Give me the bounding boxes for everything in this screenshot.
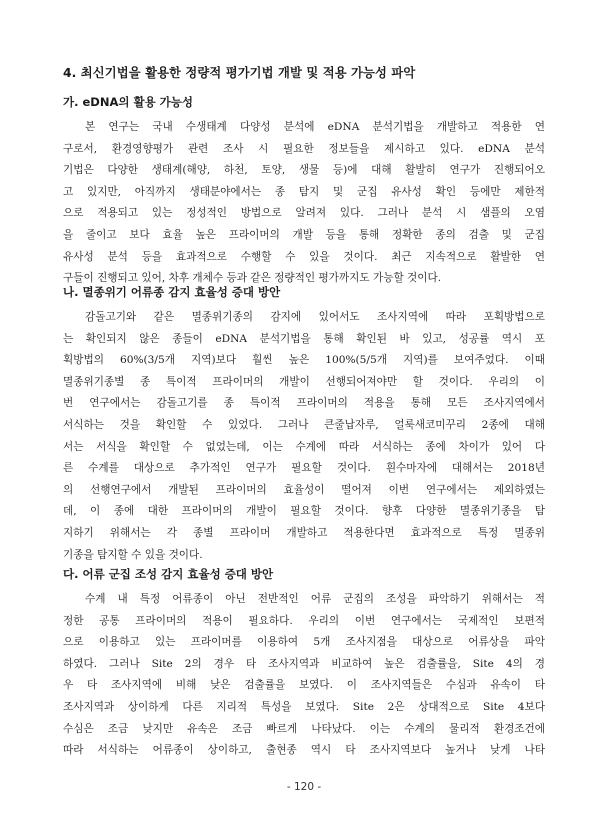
section-fish-community-detection (63, 566, 545, 762)
paragraph-line: 으로 적용되고 있는 정성적인 방법으로 알려져 있다. 그러나 분석 시 샘플의 오염 (63, 207, 545, 220)
paragraph-line: 수심은 조금 낮지만 유속은 조금 빠르게 나타났다. 이는 수계의 물리적 환경조건에 (63, 722, 545, 735)
main-heading: 4. 최신기법을 활용한 정량적 평가기법 개발 및 적용 가능성 파악 (63, 66, 416, 80)
page-number: - 120 - (286, 781, 322, 793)
paragraph-line: 을 줄이고 보다 효율 높은 프라이머의 개발 등을 통해 정확한 종의 검출 및 군집 (63, 228, 545, 241)
paragraph-line: 획방법의 60%(3/5개 지역)보다 훨씬 높은 100%(5/5개 지역)를 보여주었다. 이때 (63, 354, 545, 367)
paragraph-line: 의 선행연구에서 개발된 프라이머의 효율성이 떨어져 이번 연구에서는 제외하였는 (63, 483, 545, 496)
paragraph-line: 정한 공통 프라이머의 적용이 필요하다. 우리의 이번 연구에서는 국제적인 보편적 (63, 614, 545, 627)
paragraph-line: 고 있지만, 아직까지 생태분야에서는 종 탐지 및 군집 유사성 확인 등에만 제한적 (63, 185, 545, 198)
section-heading: 가. eDNA의 활용 가능성 (63, 95, 194, 109)
paragraph-line: 지하기 위해서는 각 종별 프라이머 개발하고 적용한다면 효과적으로 특정 멸종위 (63, 526, 545, 539)
section-paragraph (63, 307, 545, 566)
paragraph-line: 는 확인되지 않은 종들이 eDNA 분석기법을 통해 확인된 바 있고, 성공률 역시 포 (63, 332, 545, 345)
section-heading: 다. 어류 군집 조성 감지 효율성 증대 방안 (63, 567, 274, 581)
paragraph-line: 우 타 조사지역에 비해 낮은 검출률을 보였다. 이 조사지역들은 수심과 유속이 타 (63, 679, 545, 692)
section-paragraph (63, 117, 545, 290)
paragraph-line: 으로 이용하고 있는 프라이머를 이용하여 5개 조사지점을 대상으로 어류상을 파악 (63, 636, 545, 649)
section-endangered-species-detection (63, 284, 545, 566)
paragraph-line: 조사지역과 상이하게 다른 지리적 특성을 보였다. Site 2은 상대적으로 Site 4보다 (63, 700, 545, 713)
paragraph-line: 따라 서식하는 어류종이 상이하고, 출현종 역시 타 조사지역보다 높거나 낮게 나타 (63, 744, 545, 757)
paragraph-line: 유사성 분석 등을 효과적으로 수행할 수 있을 것이다. 최근 지속적으로 활발한 연 (63, 250, 545, 263)
paragraph-line: 데, 이 종에 대한 프라이머의 개발이 필요할 것이다. 향후 다양한 멸종위기종을 탐 (63, 505, 545, 518)
paragraph-line: 른 수계를 대상으로 추가적인 연구가 필요할 것이다. 흰수마자에 대해서는 2018년 (63, 462, 545, 475)
paragraph-line: 감돌고기와 같은 멸종위기종의 감지에 있어서도 조사지역에 따라 포획방법으로 (85, 311, 545, 323)
section-heading: 나. 멸종위기 어류종 감지 효율성 증대 방안 (63, 285, 281, 299)
paragraph-line: 기법은 다양한 생태계(해양, 하천, 토양, 생물 등)에 대해 활발히 연구가 진행되어오 (63, 164, 545, 177)
paragraph-line: 구로서, 환경영향평가 관련 조사 시 필요한 정보들을 제시하고 있다. eDNA 분석 (63, 142, 545, 155)
paragraph-line: 서는 서식을 확인할 수 없었는데, 이는 수계에 따라 서식하는 종에 차이가 있어 다 (63, 440, 545, 453)
section-paragraph (63, 589, 545, 762)
paragraph-line: 기종을 탐지할 수 있을 것이다. (63, 548, 203, 561)
paragraph-line: 구들이 진행되고 있어, 차후 개체수 등과 같은 정량적인 평가까지도 가능할 것이다. (63, 272, 442, 285)
section-edna-applicability (63, 94, 545, 290)
paragraph-line: 본 연구는 국내 수생태계 다양성 분석에 eDNA 분석기법을 개발하고 적용한 연 (85, 121, 545, 133)
paragraph-line: 멸종위기종별 종 특이적 프라이머의 개발이 선행되어져야만 할 것이다. 우리의 이 (63, 375, 545, 388)
paragraph-line: 하였다. 그러나 Site 2의 경우 타 조사지역과 비교하여 높은 검출률을, Site 4의 경 (63, 657, 545, 670)
paragraph-line: 번 연구에서는 감돌고기를 종 특이적 프라이머의 적용을 통해 모든 조사지역에서 (63, 397, 545, 410)
paragraph-line: 수계 내 특정 어류종이 아닌 전반적인 어류 군집의 조성을 파악하기 위해서는 적 (85, 593, 545, 605)
paragraph-line: 서식하는 것을 확인할 수 있었다. 그러나 큰줄납자루, 얼룩새코미꾸리 2종에 대해 (63, 418, 545, 431)
